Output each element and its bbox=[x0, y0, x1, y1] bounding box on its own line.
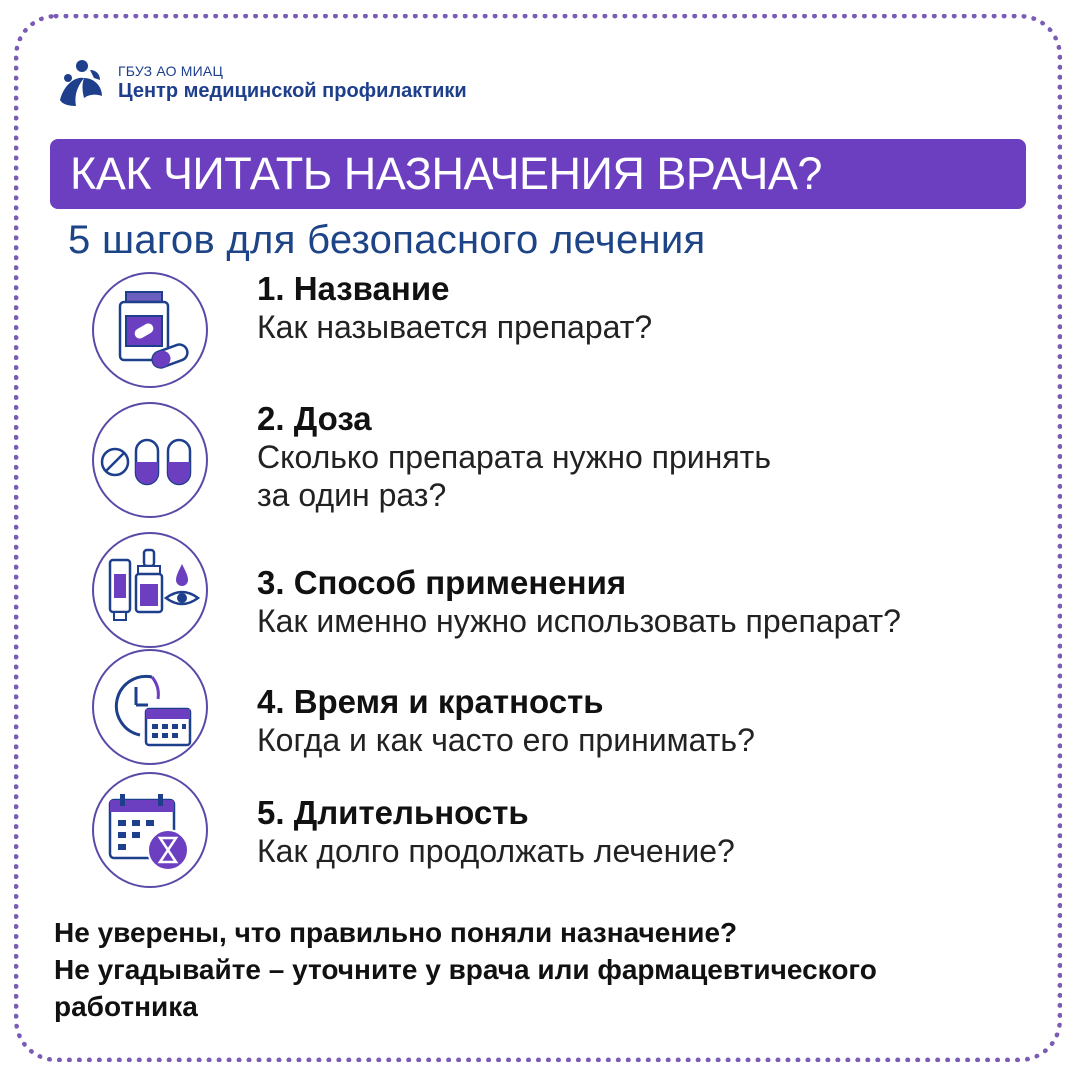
step-5 bbox=[90, 770, 1040, 890]
page-title: КАК ЧИТАТЬ НАЗНАЧЕНИЯ ВРАЧА? bbox=[70, 148, 822, 199]
medical-center-logo-icon bbox=[54, 56, 108, 110]
step-3-desc: Как именно нужно использовать препарат? bbox=[257, 603, 901, 639]
step-1 bbox=[90, 270, 1040, 390]
step-4 bbox=[90, 647, 1040, 767]
application-methods-icon bbox=[90, 530, 210, 650]
step-3 bbox=[90, 530, 1040, 650]
step-2-desc-line-2: за один раз? bbox=[257, 477, 447, 513]
footer-line-2: Не угадывайте – уточните у врача или фармацевтического bbox=[54, 954, 877, 985]
step-2-title: 2. Доза bbox=[257, 400, 372, 437]
step-1-desc: Как называется препарат? bbox=[257, 309, 653, 345]
footer-line-3: работника bbox=[54, 991, 198, 1022]
medicine-bottle-icon bbox=[90, 270, 210, 390]
step-1-title: 1. Название bbox=[257, 270, 450, 307]
page-subtitle: 5 шагов для безопасного лечения bbox=[68, 218, 706, 262]
step-2 bbox=[90, 400, 1040, 520]
pills-dose-icon bbox=[90, 400, 210, 520]
org-logo bbox=[54, 56, 467, 110]
footer-line-1: Не уверены, что правильно поняли назначение? bbox=[54, 917, 738, 948]
calendar-hourglass-icon bbox=[90, 770, 210, 890]
clock-calendar-icon bbox=[90, 647, 210, 767]
title-banner bbox=[50, 139, 1026, 209]
step-3-title: 3. Способ применения bbox=[257, 564, 627, 601]
org-short-name: ГБУЗ АО МИАЦ bbox=[118, 63, 224, 80]
step-5-desc: Как долго продолжать лечение? bbox=[257, 833, 735, 869]
step-5-title: 5. Длительность bbox=[257, 794, 529, 831]
step-4-title: 4. Время и кратность bbox=[257, 683, 604, 720]
org-full-name: Центр медицинской профилактики bbox=[118, 79, 467, 102]
footer-note bbox=[54, 914, 1044, 1025]
step-2-desc-line-1: Сколько препарата нужно принять bbox=[257, 439, 771, 475]
step-4-desc: Когда и как часто его принимать? bbox=[257, 722, 755, 758]
